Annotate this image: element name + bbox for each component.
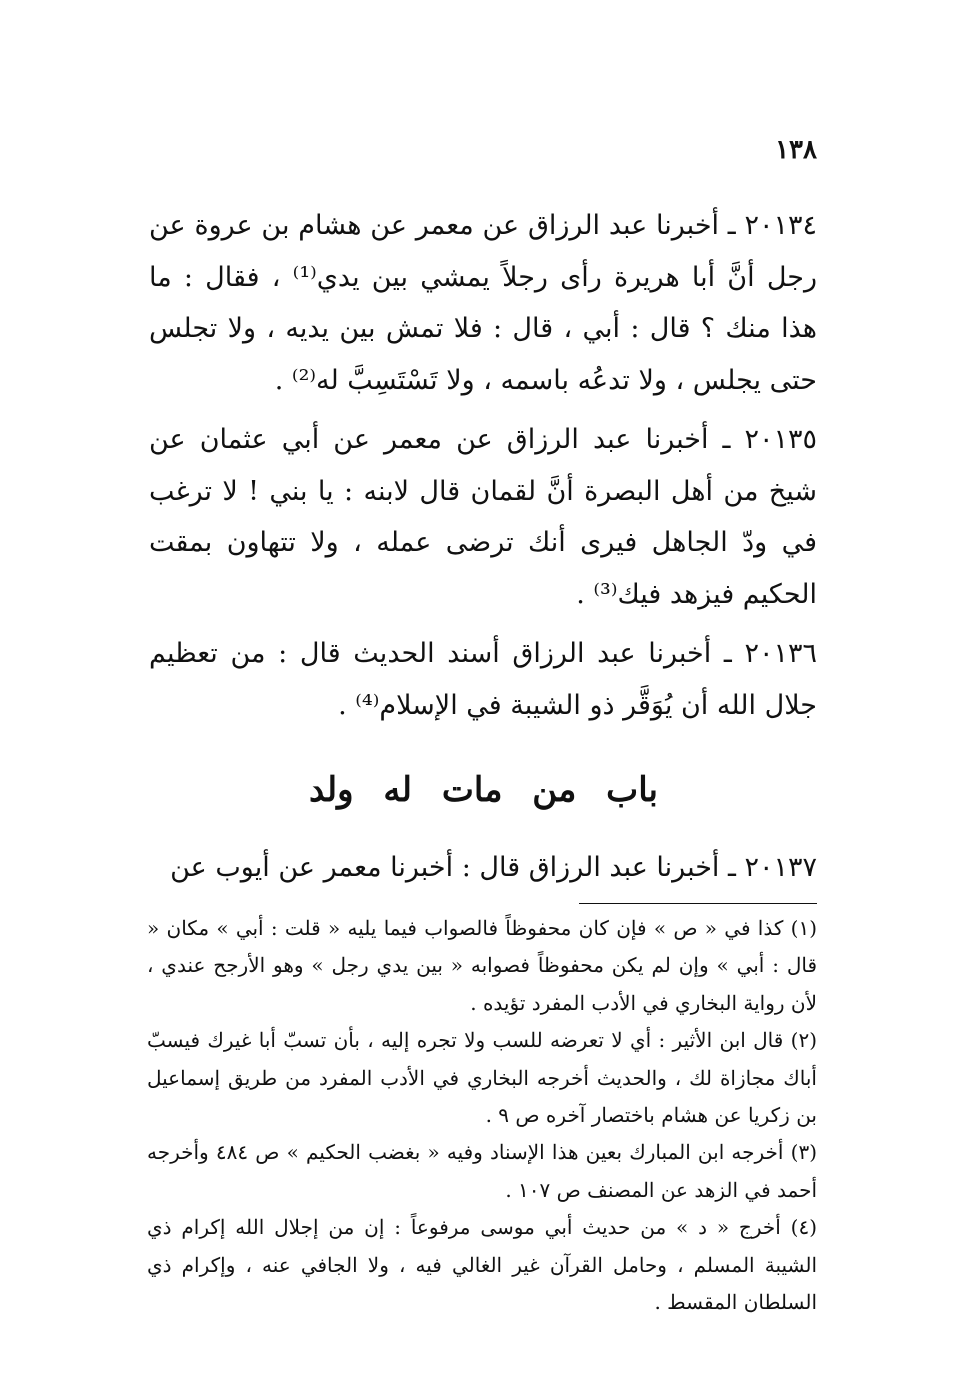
hadith-paragraph-20135: ٢٠١٣٥ ـ أخبرنا عبد الرزاق عن معمر عن أبي عثمان عن شيخ من أهل البصرة أنَّ لقمان قال لابنه : يا بني ! لا ترغب في ودّ الجاهل فيرى أنك ترضى عمله ، ولا تتهاون بمقت الحكيم فيزهد فيك⁽³⁾ . <box>149 424 817 610</box>
footnote-3: (٣) أخرجه ابن المبارك بعين هذا الإسناد وفيه « بغضب الحكيم » ص ٤٨٤ وأخرجه أحمد في الزهد عن المصنف ص ١٠٧ . <box>147 1140 817 1202</box>
chapter-heading: باب من مات له ولد <box>308 770 659 810</box>
footnote-4: (٤) أخرج « د » من حديث أبي موسى مرفوعاً : إن من إجلال الله إكرام ذي الشيبة المسلم ، وحامل القرآن غير الغالي فيه ، ولا الجافي عنه ، وإكرام ذي السلطان المقسط . <box>147 1215 817 1315</box>
hadith-paragraph-20134: ٢٠١٣٤ ـ أخبرنا عبد الرزاق عن معمر عن هشام بن عروة عن رجل أنَّ أبا هريرة رأى رجلاً يمشي بين يدي⁽¹⁾ ، فقال : ما هذا منك ؟ قال : أبي ، قال : فلا تمش بين يديه ، ولا تجلس حتى يجلس ، ولا تدعُه باسمه ، ولا تَسْتَسِبَّ له⁽²⁾ . <box>149 210 818 396</box>
footnote-divider <box>579 903 817 904</box>
footnotes <box>147 910 817 1321</box>
footnote-2: (٢) قال ابن الأثير : أي لا تعرضه للسب ولا تجره إليه ، بأن تسبّ أبا غيرك فيسبّ أباك مجازاة لك ، والحديث أخرجه البخاري في الأدب المفرد من طريق إسماعيل بن زكريا عن هشام باختصار آخره ص ٩ . <box>147 1028 817 1128</box>
hadith-paragraph-20137: ٢٠١٣٧ ـ أخبرنا عبد الرزاق قال : أخبرنا معمر عن أيوب عن <box>170 852 817 883</box>
footnote-1: (١) كذا في « ص » فإن كان محفوظاً فالصواب فيما يليه « قلت : أبي » مكان « قال : أبي » وإن لم يكن محفوظاً فصوابه « بين يدي رجل » وهو الأرجح عندي ، لأن رواية البخاري في الأدب المفرد تؤيده . <box>147 916 817 1015</box>
page-number: ١٣٨ <box>775 135 817 165</box>
hadith-paragraph-20136: ٢٠١٣٦ ـ أخبرنا عبد الرزاق أسند الحديث قال : من تعظيم جلال الله أن يُوَقَّر ذو الشيبة في الإسلام⁽⁴⁾ . <box>149 638 817 721</box>
hadith-body <box>149 200 817 739</box>
